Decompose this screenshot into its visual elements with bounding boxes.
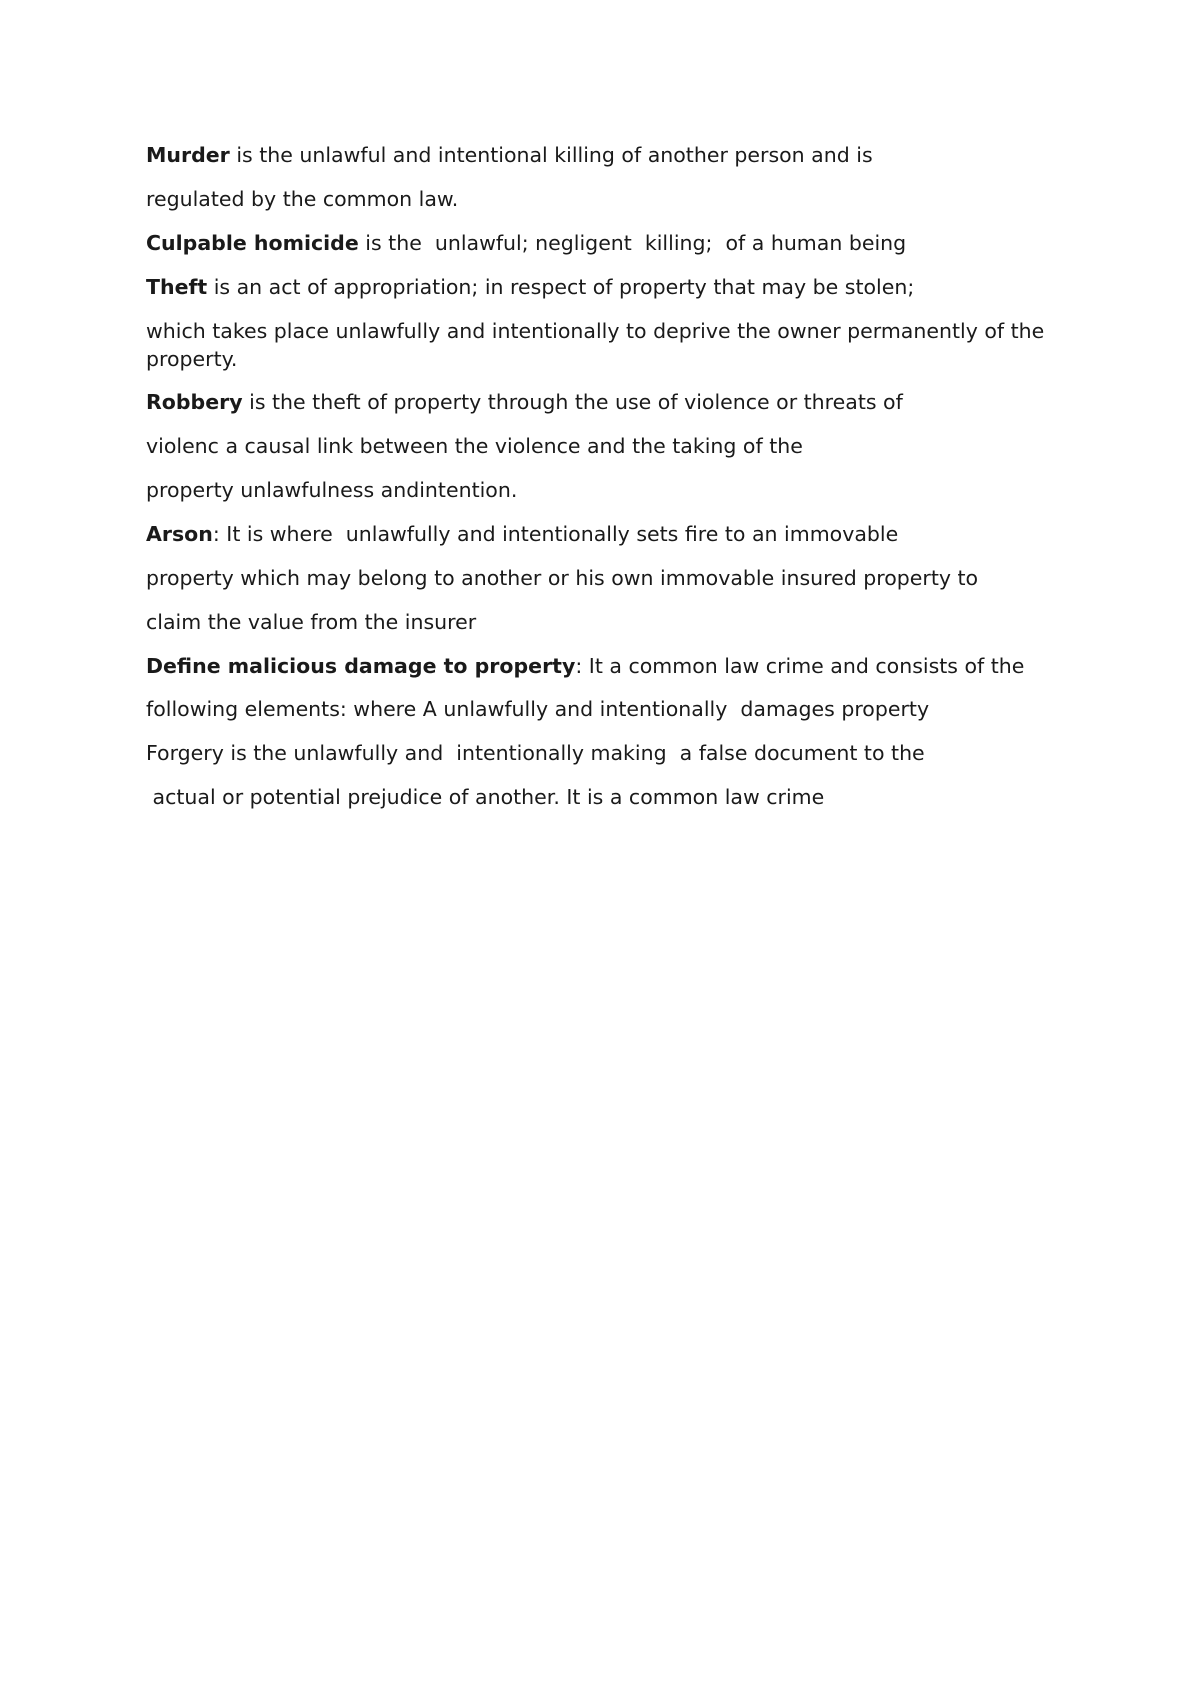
paragraph-text: is the unlawful; negligent killing; of a human being	[358, 231, 907, 255]
paragraph-arson-cont-2	[146, 608, 1068, 636]
paragraph-text: Forgery is the unlawfully and intentionally making a false document to the	[146, 741, 925, 765]
paragraph-arson	[146, 520, 1068, 548]
paragraph-theft-cont	[146, 317, 1068, 373]
paragraph-text: : It is where unlawfully and intentionally sets fire to an immovable	[212, 522, 899, 546]
paragraph-robbery	[146, 388, 1068, 416]
term-theft: Theft	[146, 275, 208, 299]
paragraph-text: actual or potential prejudice of another. It is a common law crime	[146, 785, 825, 809]
paragraph-theft	[146, 273, 1068, 301]
paragraph-text: : It a common law crime and consists of the	[575, 654, 1025, 678]
paragraph-text: is an act of appropriation; in respect of property that may be stolen;	[207, 275, 915, 299]
paragraph-text: which takes place unlawfully and intentionally to deprive the owner permanently of the property.	[146, 319, 1051, 371]
paragraph-robbery-cont-2	[146, 476, 1068, 504]
paragraph-forgery	[146, 739, 1068, 767]
paragraph-forgery-cont	[146, 783, 1068, 811]
paragraph-malicious-damage-cont	[146, 695, 1068, 723]
paragraph-culpable-homicide	[146, 229, 1068, 257]
paragraph-murder	[146, 141, 1068, 169]
paragraph-text: following elements: where A unlawfully and intentionally damages property	[146, 697, 930, 721]
paragraph-text: is the theft of property through the use of violence or threats of	[242, 390, 903, 414]
document-body	[146, 141, 1068, 827]
paragraph-text: regulated by the common law.	[146, 187, 459, 211]
paragraph-robbery-cont-1	[146, 432, 1068, 460]
paragraph-text: violenc a causal link between the violence and the taking of the	[146, 434, 803, 458]
paragraph-malicious-damage	[146, 652, 1068, 680]
term-malicious-damage: Define malicious damage to property	[146, 654, 576, 678]
paragraph-text: claim the value from the insurer	[146, 610, 477, 634]
paragraph-murder-cont	[146, 185, 1068, 213]
term-arson: Arson	[146, 522, 213, 546]
paragraph-text: is the unlawful and intentional killing of another person and is	[229, 143, 873, 167]
paragraph-text: property unlawfulness andintention.	[146, 478, 518, 502]
term-murder: Murder	[146, 143, 230, 167]
term-robbery: Robbery	[146, 390, 243, 414]
paragraph-arson-cont-1	[146, 564, 1068, 592]
paragraph-text: property which may belong to another or his own immovable insured property to	[146, 566, 979, 590]
term-culpable-homicide: Culpable homicide	[146, 231, 359, 255]
